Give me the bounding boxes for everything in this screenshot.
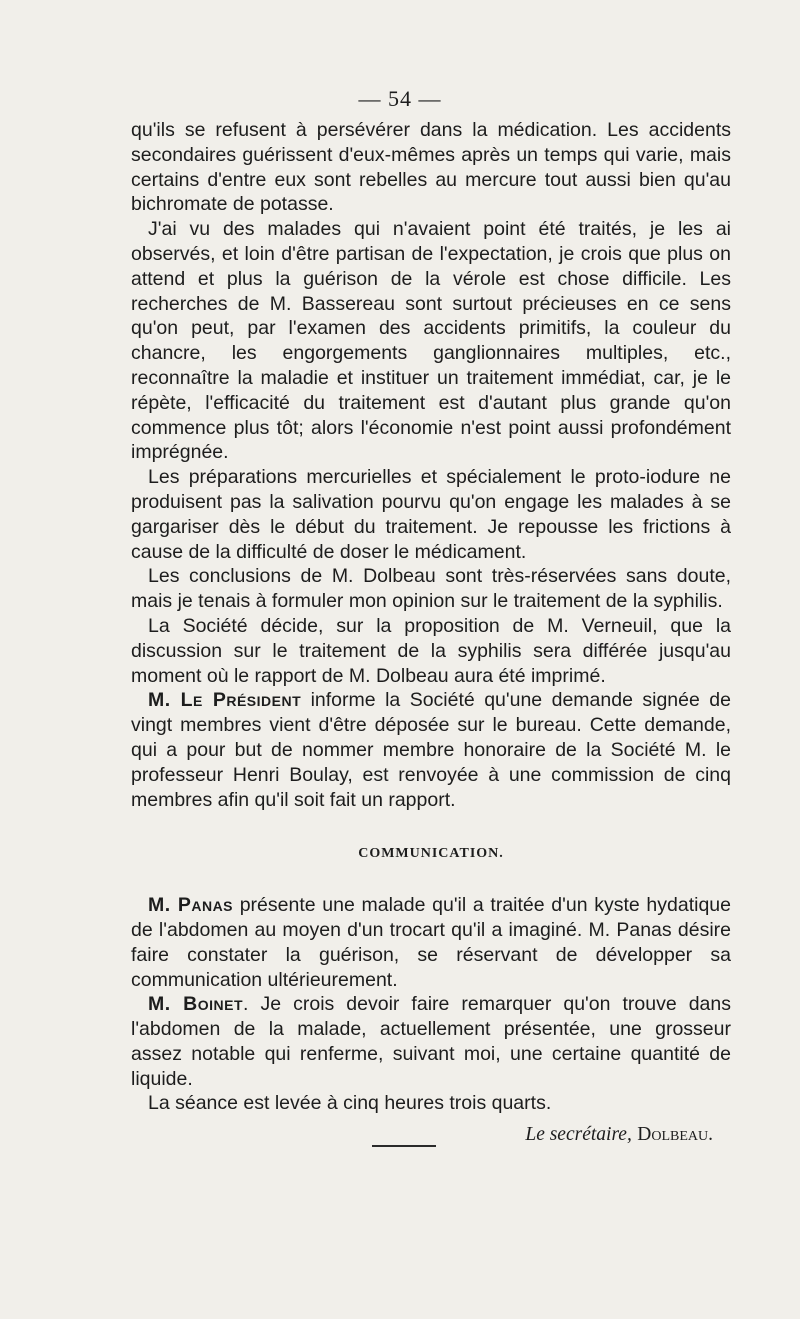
signature-role: Le secrétaire, (525, 1124, 632, 1146)
paragraph-8 (131, 992, 731, 1091)
paragraph-2: J'ai vu des malades qui n'avaient point été traités, je les ai observés, et loin d'être partisan de l'expectation, je crois que plus on attend et plus la guérison de la vérole est chose difficile. Les recherches de M. Bassereau sont surtout précieuses en ce sens qu'on peut, par l'examen des accidents primitifs, la couleur du chancre, les engorgements ganglionnaires multiples, etc., reconnaître la maladie et instituer un traitement immédiat, car, je le répète, l'efficacité du traitement est d'autant plus grande qu'on commence plus tôt; alors l'économie n'est point aussi profondément imprégnée. (131, 218, 731, 464)
speaker-panas: M. Panas (148, 894, 234, 917)
end-rule (372, 1145, 436, 1147)
paragraph-5: La Société décide, sur la proposition de M. Verneuil, que la discussion sur le traitement de la syphilis sera différée jusqu'au moment où le rapport de M. Dolbeau aura été imprimé. (131, 614, 731, 687)
body-text (131, 118, 731, 1148)
paragraph-7 (131, 893, 731, 992)
paragraph-6-text: informe la Société qu'une demande signée de vingt membres vient d'être déposée sur le bureau. Cette demande, qui a pour but de nommer membre honoraire de la Société M. le professeur Henri Boulay, est renvoyée à une commission de cinq membres afin qu'il soit fait un rapport. (131, 689, 731, 811)
paragraph-8-text: . Je crois devoir faire remarquer qu'on trouve dans l'abdomen de la malade, actuellement présentée, une grosseur assez notable qui renferme, suivant moi, une certaine quantité de liquide. (131, 993, 731, 1090)
paragraph-3: Les préparations mercurielles et spécialement le proto-iodure ne produisent pas la salivation pourvu qu'on engage les malades à se gargariser dès le début du traitement. Je repousse les frictions à cause de la difficulté de doser le médicament. (131, 466, 731, 563)
speaker-president: M. Le Président (148, 689, 302, 712)
paragraph-1: qu'ils se refusent à persévérer dans la médication. Les accidents secondaires guérissent d'eux-mêmes après un temps qui varie, mais certains d'entre eux sont rebelles au mercure tout aussi bien qu'au bichromate de potasse. (131, 119, 731, 216)
section-heading: COMMUNICATION. (358, 846, 504, 862)
speaker-boinet: M. Boinet (148, 993, 244, 1016)
paragraph-4: Les conclusions de M. Dolbeau sont très-réservées sans doute, mais je tenais à formuler mon opinion sur le traitement de la syphilis. (131, 565, 731, 613)
page-number: — 54 — (358, 86, 442, 111)
paragraph-7-text: présente une malade qu'il a traitée d'un kyste hydatique de l'abdomen au moyen d'un trocart qu'il a imaginé. M. Panas désire faire constater la guérison, se réservant de développer sa communication ultérieurement. (131, 894, 731, 991)
paragraph-9: La séance est levée à cinq heures trois quarts. (148, 1092, 552, 1115)
signature-name: Dolbeau. (637, 1124, 713, 1146)
paragraph-6 (131, 688, 731, 812)
